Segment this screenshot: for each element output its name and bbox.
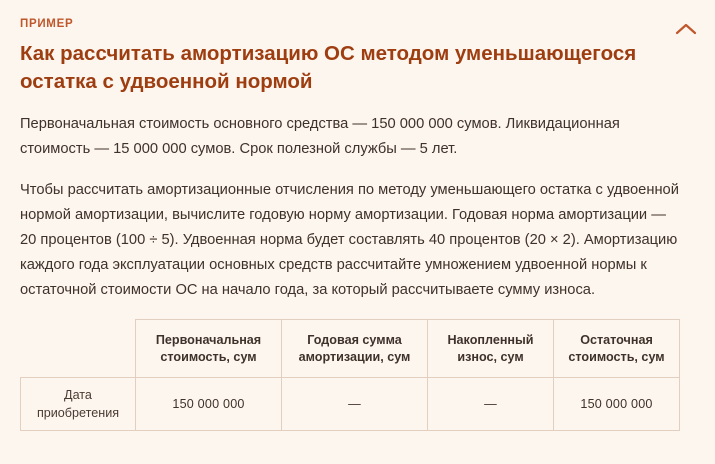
- table-cell-residual-value: 150 000 000: [554, 378, 680, 431]
- table-row: [21, 378, 680, 431]
- paragraph-method: Чтобы рассчитать амортизационные отчисления по методу уменьшающего остатка с удвоенной нормой амортизации, вычислите годовую норму амортизации. Годовая норма амортизации — 20 процентов (100 ÷ 5). Удвоенная норма будет составлять 40 процентов (20 × 2). Амортизацию каждого года эксплуатации основных средств рассчитайте умножением удвоенной нормы к остаточной стоимости ОС на начало года, за который рассчитываете сумму износа.: [20, 182, 679, 298]
- table-header-initial-cost: Первоначальная стоимость, сум: [136, 320, 282, 378]
- page-title: Как рассчитать амортизацию ОС методом уменьшающегося остатка с удвоенной нормой: [20, 42, 637, 93]
- table-header-annual-depreciation: Годовая сумма амортизации, сум: [282, 320, 428, 378]
- table-header-row: [21, 320, 680, 378]
- table-row-label: Дата приобретения: [21, 378, 136, 431]
- table-header-corner: [21, 320, 136, 378]
- table-cell-initial-cost: 150 000 000: [136, 378, 282, 431]
- amortization-table: [20, 319, 680, 431]
- table-cell-accumulated-wear: —: [428, 378, 554, 431]
- table-cell-annual-depreciation: —: [282, 378, 428, 431]
- table-header-accumulated-wear: Накопленный износ, сум: [428, 320, 554, 378]
- table-header-residual-value: Остаточная стоимость, сум: [554, 320, 680, 378]
- eyebrow-label: ПРИМЕР: [20, 18, 74, 30]
- paragraph-intro: Первоначальная стоимость основного средства — 150 000 000 сумов. Ликвидационная стоимость — 15 000 000 сумов. Срок полезной службы — 5 лет.: [20, 116, 620, 157]
- chevron-up-icon[interactable]: [673, 16, 699, 42]
